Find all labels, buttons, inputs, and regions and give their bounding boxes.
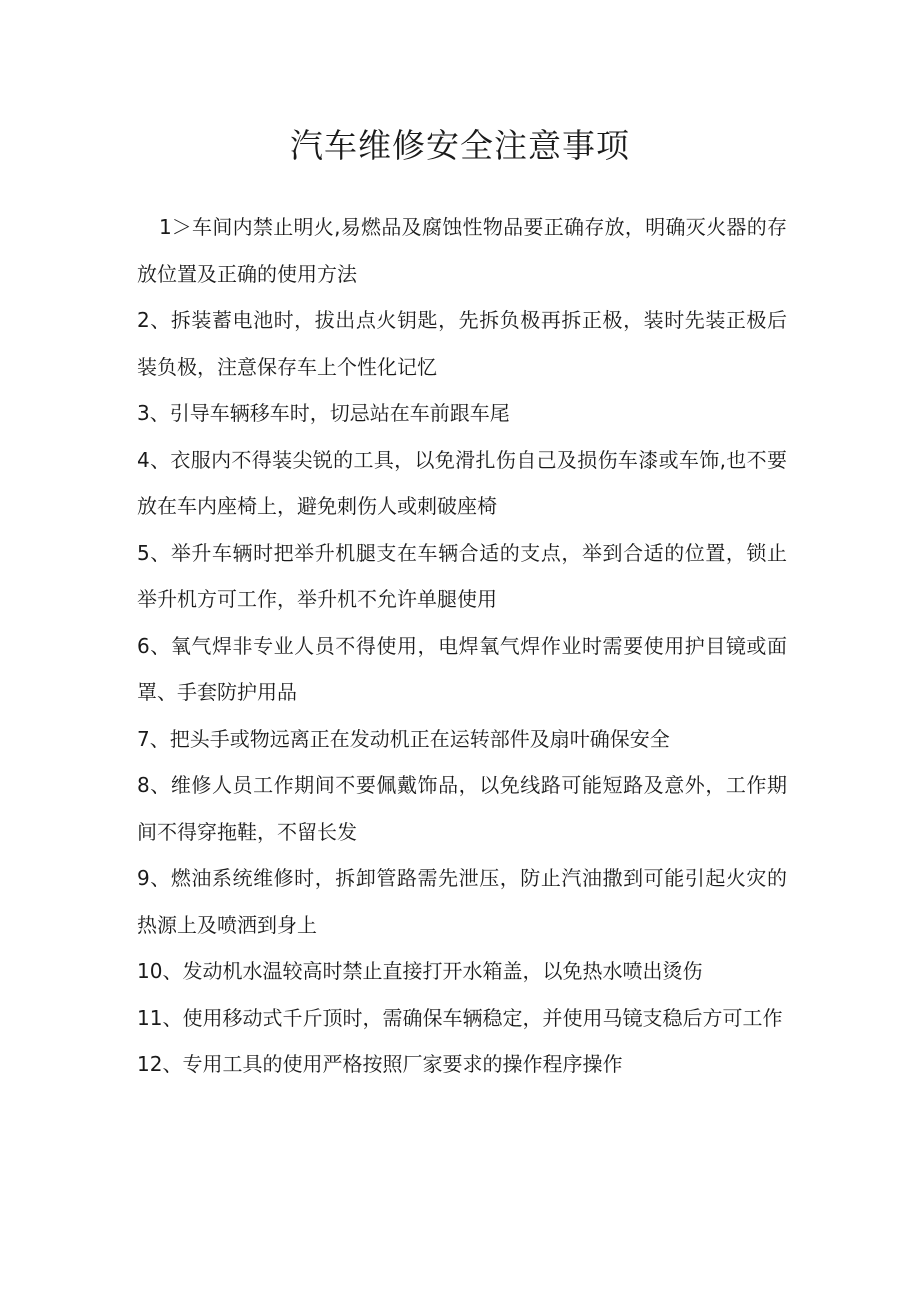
- rule-item-1: 1＞车间内禁止明火,易燃品及腐蚀性物品要正确存放，明确灭火器的存放位置及正确的使用方法: [137, 215, 787, 286]
- rule-item-10: 10、发动机水温较高时禁止直接打开水箱盖，以免热水喷出烫伤: [137, 959, 703, 983]
- rule-item-6: 6、氧气焊非专业人员不得使用，电焊氧气焊作业时需要使用护目镜或面罩、手套防护用品: [137, 633, 787, 704]
- safety-rules-list: [137, 204, 787, 1088]
- rule-item-11: 11、使用移动式千斤顶时，需确保车辆稳定，并使用马镜支稳后方可工作: [137, 1005, 783, 1030]
- rule-item-2: 2、拆装蓄电池时，拔出点火钥匙，先拆负极再拆正极，装时先装正极后装负极，注意保存车上个性化记忆: [137, 308, 787, 379]
- rule-item-8: 8、维修人员工作期间不要佩戴饰品，以免线路可能短路及意外，工作期间不得穿拖鞋，不留长发: [137, 773, 787, 844]
- rule-item-5: 5、举升车辆时把举升机腿支在车辆合适的支点，举到合适的位置，锁止举升机方可工作，举升机不允许单腿使用: [137, 540, 787, 611]
- rule-item-12: 12、专用工具的使用严格按照厂家要求的操作程序操作: [137, 1052, 623, 1076]
- rule-item-4: 4、衣服内不得装尖锐的工具，以免滑扎伤自己及损伤车漆或车饰,也不要放在车内座椅上，避免刺伤人或刺破座椅: [137, 447, 787, 518]
- rule-item-3: 3、引导车辆移车时，切忌站在车前跟车尾: [137, 401, 510, 425]
- document-title: 汽车维修安全注意事项: [290, 126, 630, 165]
- rule-item-9: 9、燃油系统维修时，拆卸管路需先泄压，防止汽油撒到可能引起火灾的热源上及喷洒到身上: [137, 866, 787, 937]
- rule-item-7: 7、把头手或物远离正在发动机正在运转部件及扇叶确保安全: [137, 726, 670, 751]
